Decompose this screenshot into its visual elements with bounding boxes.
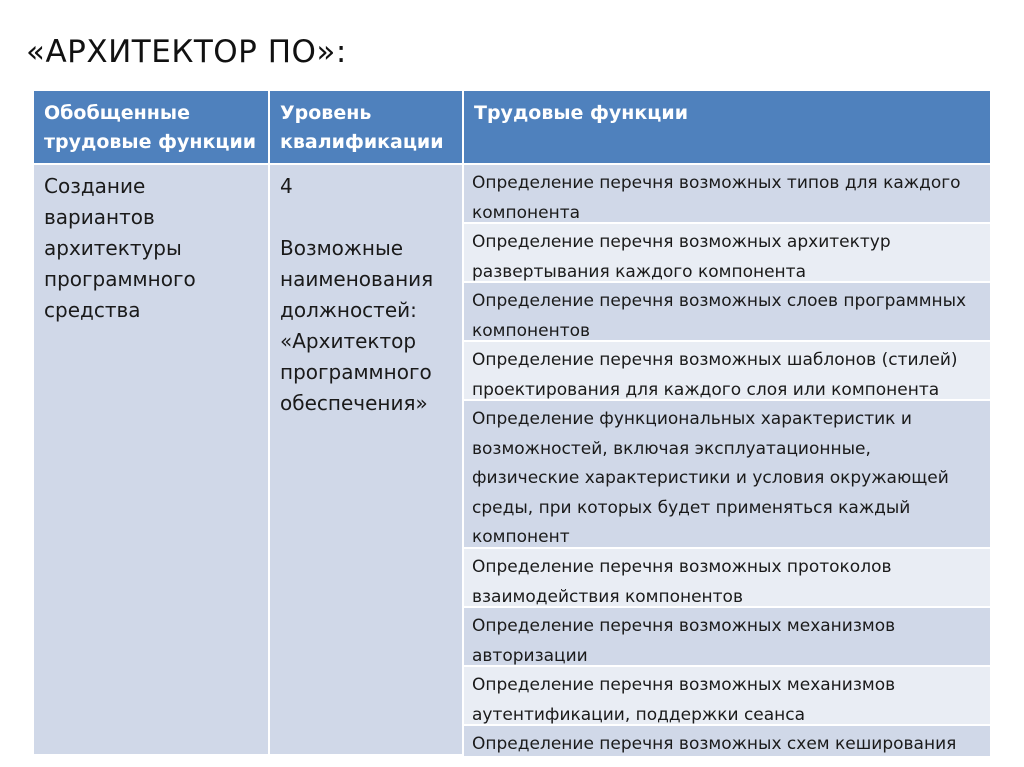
- header-labor-functions: Трудовые функции: [464, 91, 990, 163]
- header-qualification-level: Уровень квалификации: [270, 91, 462, 163]
- header-generalized-functions: Обобщенные трудовые функции: [34, 91, 268, 163]
- slide-title: «АРХИТЕКТОР ПО»:: [26, 34, 347, 70]
- labor-function-row: Определение перечня возможных протоколов взаимодействия компонентов: [464, 549, 990, 608]
- labor-function-row: Определение перечня возможных архитектур развертывания каждого компонента: [464, 224, 990, 283]
- generalized-function-cell: [34, 165, 268, 754]
- labor-function-row: Определение перечня возможных слоев программных компонентов: [464, 283, 990, 342]
- functions-table: [34, 91, 990, 756]
- generalized-function-text: Создание вариантов архитектуры программного средства: [44, 174, 196, 322]
- labor-function-row: Определение функциональных характеристик и возможностей, включая эксплуатационные, физические характеристики и условия окружающей среды, при которых будет применяться каждый компонент: [464, 401, 990, 549]
- labor-function-row: Определение перечня возможных механизмов авторизации: [464, 608, 990, 667]
- qualification-level-value: 4: [280, 174, 293, 198]
- qualification-cell: [270, 165, 462, 754]
- labor-functions-list: [464, 165, 990, 756]
- positions-text: Возможные наименования должностей: «Архитектор программного обеспечения»: [280, 236, 434, 415]
- labor-function-row: Определение перечня возможных типов для каждого компонента: [464, 165, 990, 224]
- labor-function-row: Определение перечня возможных схем кеширования: [464, 726, 990, 756]
- labor-function-row: Определение перечня возможных шаблонов (стилей) проектирования для каждого слоя или компонента: [464, 342, 990, 401]
- labor-function-row: Определение перечня возможных механизмов аутентификации, поддержки сеанса: [464, 667, 990, 726]
